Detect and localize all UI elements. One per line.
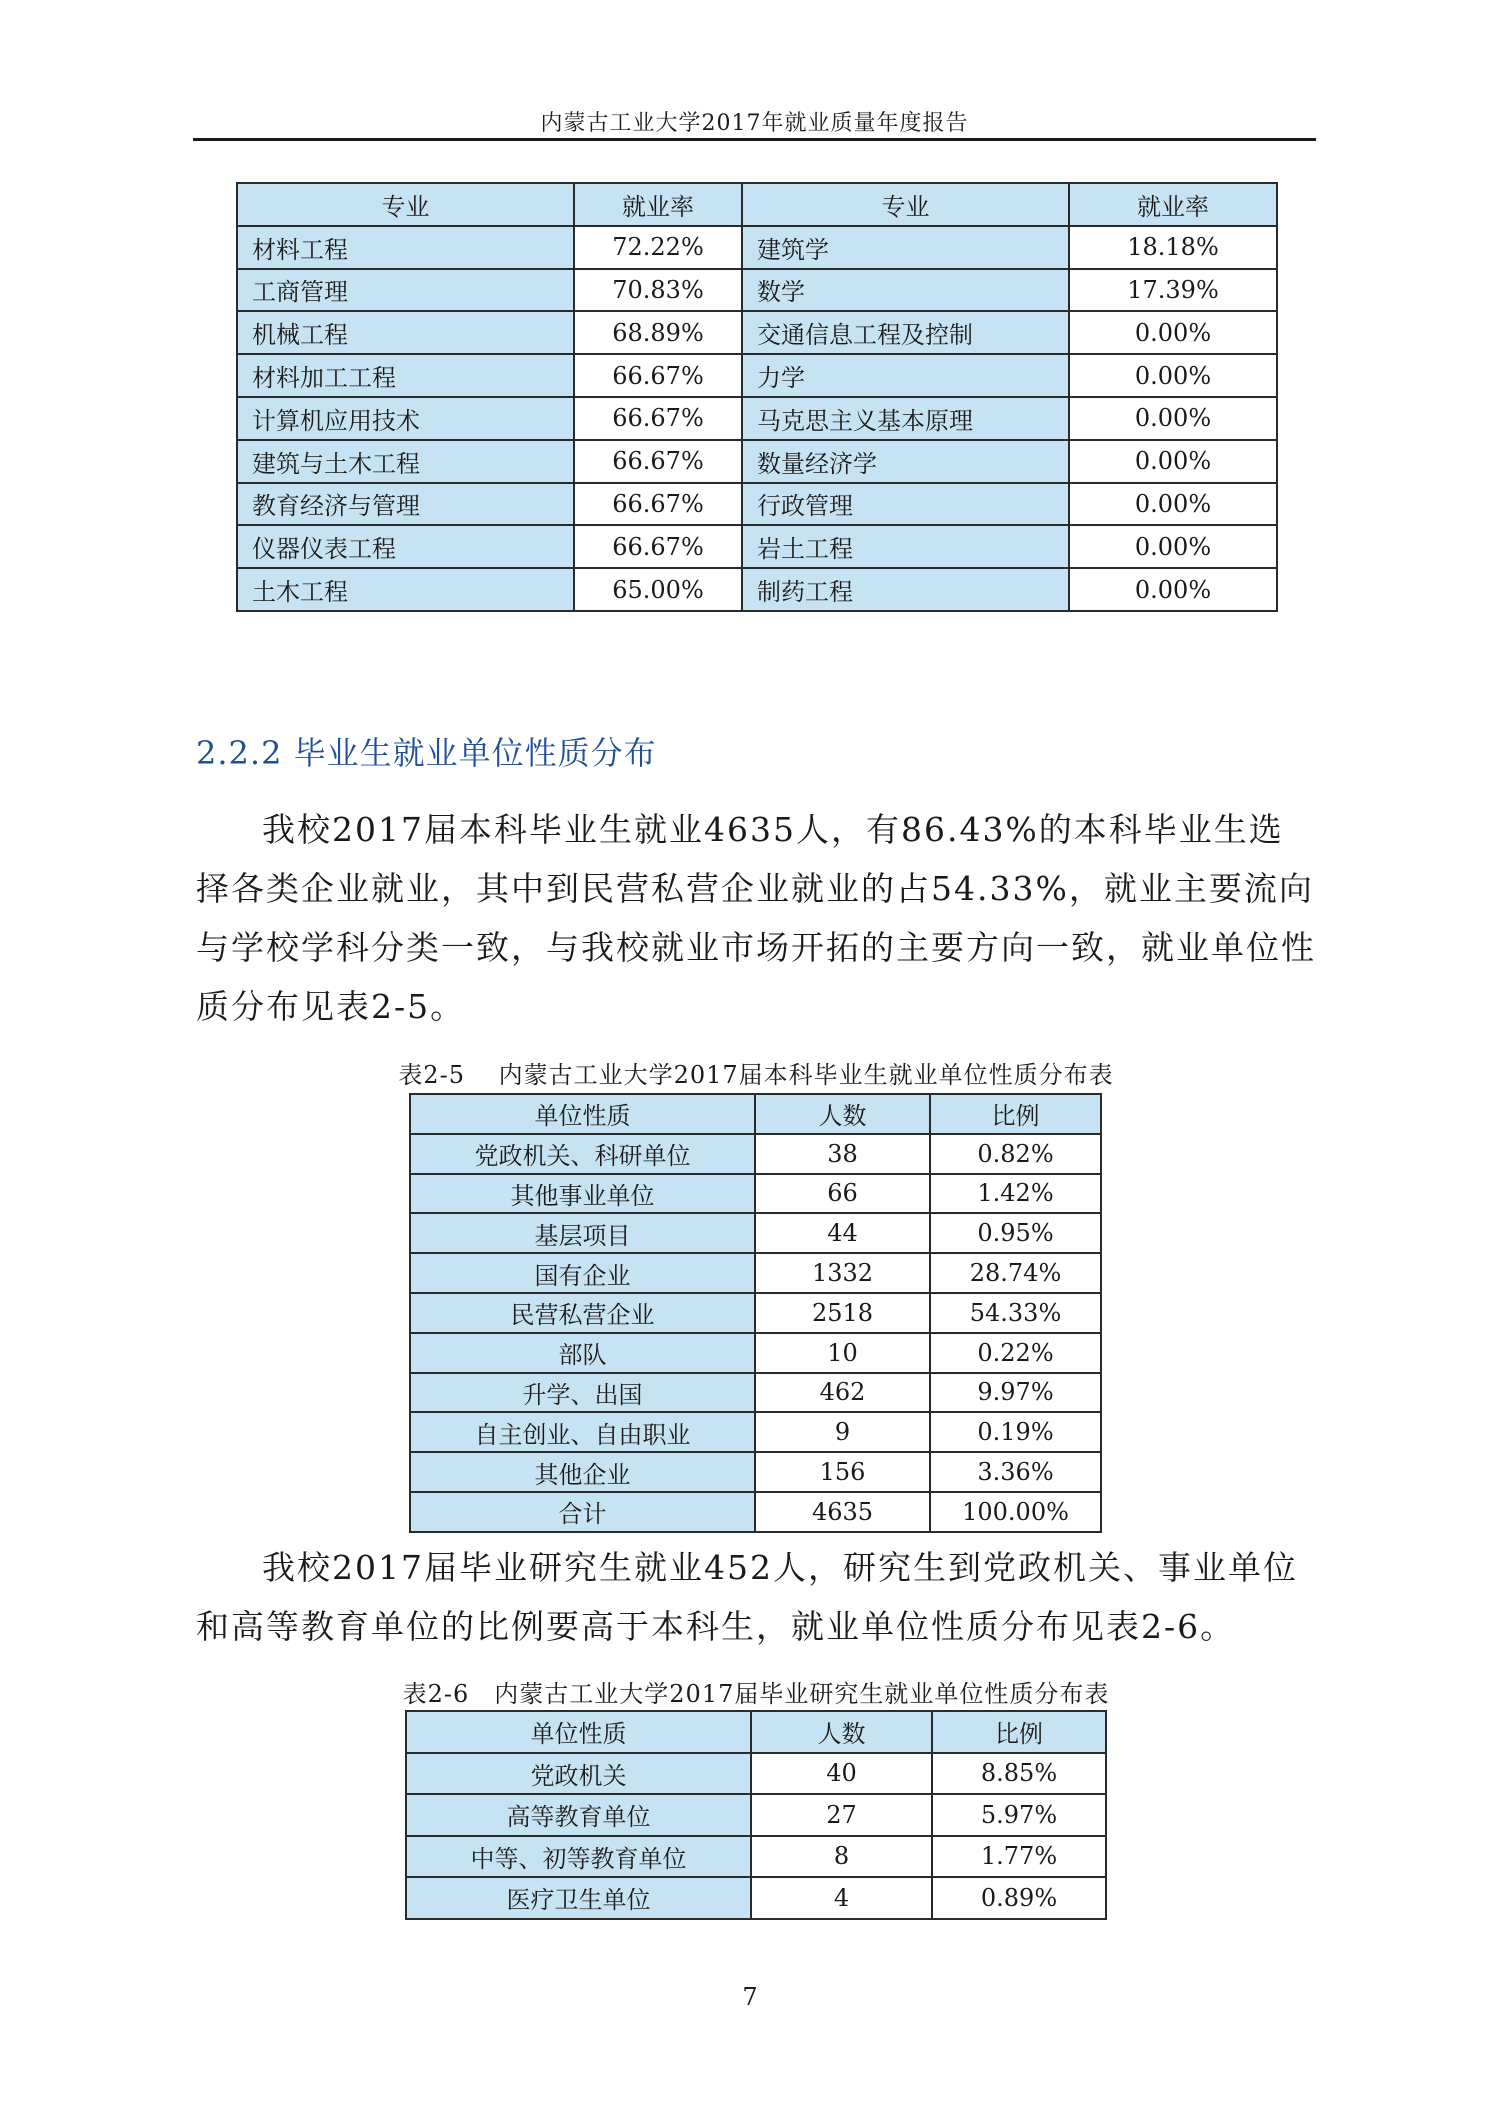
ratio-cell: 100.00% xyxy=(930,1492,1101,1532)
major-employment-table xyxy=(236,182,1278,612)
count-cell: 4635 xyxy=(755,1492,930,1532)
column-header: 人数 xyxy=(755,1094,930,1134)
header-rule xyxy=(193,138,1316,141)
rate-cell: 18.18% xyxy=(1069,226,1277,269)
major-cell: 建筑与土木工程 xyxy=(237,440,574,483)
section-heading: 2.2.2 毕业生就业单位性质分布 xyxy=(196,734,657,772)
unit-type-cell: 国有企业 xyxy=(410,1253,755,1293)
table-header-row xyxy=(406,1711,1106,1753)
rate-cell: 66.67% xyxy=(574,397,742,440)
unit-type-cell: 高等教育单位 xyxy=(406,1794,751,1836)
ratio-cell: 0.82% xyxy=(930,1134,1101,1174)
table-row xyxy=(410,1134,1101,1174)
unit-type-cell: 医疗卫生单位 xyxy=(406,1877,751,1919)
ratio-cell: 1.77% xyxy=(932,1836,1106,1878)
count-cell: 9 xyxy=(755,1412,930,1452)
paragraph-text: 我校2017届本科毕业生就业4635人，有86.43%的本科毕业生选择各类企业就业，其中到民营私营企业就业的占54.33%，就业主要流向与学校学科分类一致，与我校就业市场开拓的主要方向一致，就业单位性质分布见表2-5。 xyxy=(196,810,1316,1026)
column-header: 专业 xyxy=(742,183,1069,226)
running-header: 内蒙古工业大学2017年就业质量年度报告 xyxy=(540,111,969,136)
table-row xyxy=(410,1213,1101,1253)
column-header: 比例 xyxy=(932,1711,1106,1753)
count-cell: 10 xyxy=(755,1333,930,1373)
table-row xyxy=(410,1452,1101,1492)
column-header: 单位性质 xyxy=(410,1094,755,1134)
column-header: 就业率 xyxy=(1069,183,1277,226)
ratio-cell: 1.42% xyxy=(930,1174,1101,1214)
ratio-cell: 5.97% xyxy=(932,1794,1106,1836)
rate-cell: 0.00% xyxy=(1069,354,1277,397)
major-cell: 土木工程 xyxy=(237,568,574,611)
count-cell: 27 xyxy=(751,1794,932,1836)
table-row xyxy=(237,483,1277,526)
unit-type-cell: 升学、出国 xyxy=(410,1373,755,1413)
table-header-row xyxy=(237,183,1277,226)
major-cell: 计算机应用技术 xyxy=(237,397,574,440)
table-row xyxy=(410,1373,1101,1413)
table-row xyxy=(237,568,1277,611)
table-row xyxy=(237,525,1277,568)
count-cell: 2518 xyxy=(755,1293,930,1333)
unit-type-cell: 合计 xyxy=(410,1492,755,1532)
major-cell: 工商管理 xyxy=(237,269,574,312)
table-row xyxy=(406,1836,1106,1878)
paragraph-text: 我校2017届毕业研究生就业452人，研究生到党政机关、事业单位和高等教育单位的比例要高于本科生，就业单位性质分布见表2-6。 xyxy=(196,1548,1298,1646)
undergrad-unit-table xyxy=(409,1093,1102,1533)
count-cell: 156 xyxy=(755,1452,930,1492)
rate-cell: 66.67% xyxy=(574,440,742,483)
table-row xyxy=(237,269,1277,312)
table-row xyxy=(237,354,1277,397)
table-row xyxy=(410,1333,1101,1373)
graduate-unit-table xyxy=(405,1710,1107,1920)
rate-cell: 0.00% xyxy=(1069,311,1277,354)
major-cell: 马克思主义基本原理 xyxy=(742,397,1069,440)
count-cell: 40 xyxy=(751,1753,932,1795)
table-row xyxy=(406,1794,1106,1836)
body-paragraph xyxy=(196,1538,1316,1656)
unit-type-cell: 党政机关、科研单位 xyxy=(410,1134,755,1174)
ratio-cell: 54.33% xyxy=(930,1293,1101,1333)
rate-cell: 66.67% xyxy=(574,525,742,568)
table-row xyxy=(237,226,1277,269)
unit-type-cell: 自主创业、自由职业 xyxy=(410,1412,755,1452)
rate-cell: 0.00% xyxy=(1069,525,1277,568)
count-cell: 1332 xyxy=(755,1253,930,1293)
table-header-row xyxy=(410,1094,1101,1134)
unit-type-cell: 部队 xyxy=(410,1333,755,1373)
ratio-cell: 3.36% xyxy=(930,1452,1101,1492)
count-cell: 38 xyxy=(755,1134,930,1174)
ratio-cell: 0.19% xyxy=(930,1412,1101,1452)
major-cell: 交通信息工程及控制 xyxy=(742,311,1069,354)
table-row xyxy=(237,440,1277,483)
column-header: 单位性质 xyxy=(406,1711,751,1753)
major-cell: 仪器仪表工程 xyxy=(237,525,574,568)
rate-cell: 65.00% xyxy=(574,568,742,611)
unit-type-cell: 其他事业单位 xyxy=(410,1174,755,1214)
rate-cell: 68.89% xyxy=(574,311,742,354)
page-number: 7 xyxy=(742,1983,758,2011)
count-cell: 8 xyxy=(751,1836,932,1878)
table-row xyxy=(410,1174,1101,1214)
table-row xyxy=(410,1293,1101,1333)
rate-cell: 0.00% xyxy=(1069,397,1277,440)
count-cell: 44 xyxy=(755,1213,930,1253)
major-cell: 岩土工程 xyxy=(742,525,1069,568)
unit-type-cell: 党政机关 xyxy=(406,1753,751,1795)
unit-type-cell: 民营私营企业 xyxy=(410,1293,755,1333)
major-cell: 材料工程 xyxy=(237,226,574,269)
ratio-cell: 9.97% xyxy=(930,1373,1101,1413)
rate-cell: 0.00% xyxy=(1069,568,1277,611)
unit-type-cell: 基层项目 xyxy=(410,1213,755,1253)
column-header: 专业 xyxy=(237,183,574,226)
major-cell: 建筑学 xyxy=(742,226,1069,269)
count-cell: 462 xyxy=(755,1373,930,1413)
rate-cell: 17.39% xyxy=(1069,269,1277,312)
rate-cell: 70.83% xyxy=(574,269,742,312)
ratio-cell: 0.22% xyxy=(930,1333,1101,1373)
table-row xyxy=(237,311,1277,354)
table-caption: 表2-6 内蒙古工业大学2017届毕业研究生就业单位性质分布表 xyxy=(402,1680,1110,1708)
major-cell: 材料加工工程 xyxy=(237,354,574,397)
ratio-cell: 28.74% xyxy=(930,1253,1101,1293)
table-row xyxy=(406,1753,1106,1795)
rate-cell: 72.22% xyxy=(574,226,742,269)
major-cell: 制药工程 xyxy=(742,568,1069,611)
column-header: 人数 xyxy=(751,1711,932,1753)
rate-cell: 66.67% xyxy=(574,354,742,397)
table-row xyxy=(406,1877,1106,1919)
count-cell: 66 xyxy=(755,1174,930,1214)
table-caption: 表2-5 内蒙古工业大学2017届本科毕业生就业单位性质分布表 xyxy=(398,1061,1114,1089)
ratio-cell: 8.85% xyxy=(932,1753,1106,1795)
column-header: 就业率 xyxy=(574,183,742,226)
major-cell: 数学 xyxy=(742,269,1069,312)
column-header: 比例 xyxy=(930,1094,1101,1134)
rate-cell: 0.00% xyxy=(1069,440,1277,483)
table-row xyxy=(410,1253,1101,1293)
table-row xyxy=(237,397,1277,440)
major-cell: 数量经济学 xyxy=(742,440,1069,483)
unit-type-cell: 其他企业 xyxy=(410,1452,755,1492)
major-cell: 机械工程 xyxy=(237,311,574,354)
major-cell: 力学 xyxy=(742,354,1069,397)
rate-cell: 66.67% xyxy=(574,483,742,526)
major-cell: 教育经济与管理 xyxy=(237,483,574,526)
ratio-cell: 0.89% xyxy=(932,1877,1106,1919)
major-cell: 行政管理 xyxy=(742,483,1069,526)
body-paragraph xyxy=(196,800,1316,1036)
table-row xyxy=(410,1412,1101,1452)
ratio-cell: 0.95% xyxy=(930,1213,1101,1253)
count-cell: 4 xyxy=(751,1877,932,1919)
rate-cell: 0.00% xyxy=(1069,483,1277,526)
unit-type-cell: 中等、初等教育单位 xyxy=(406,1836,751,1878)
table-total-row xyxy=(410,1492,1101,1532)
